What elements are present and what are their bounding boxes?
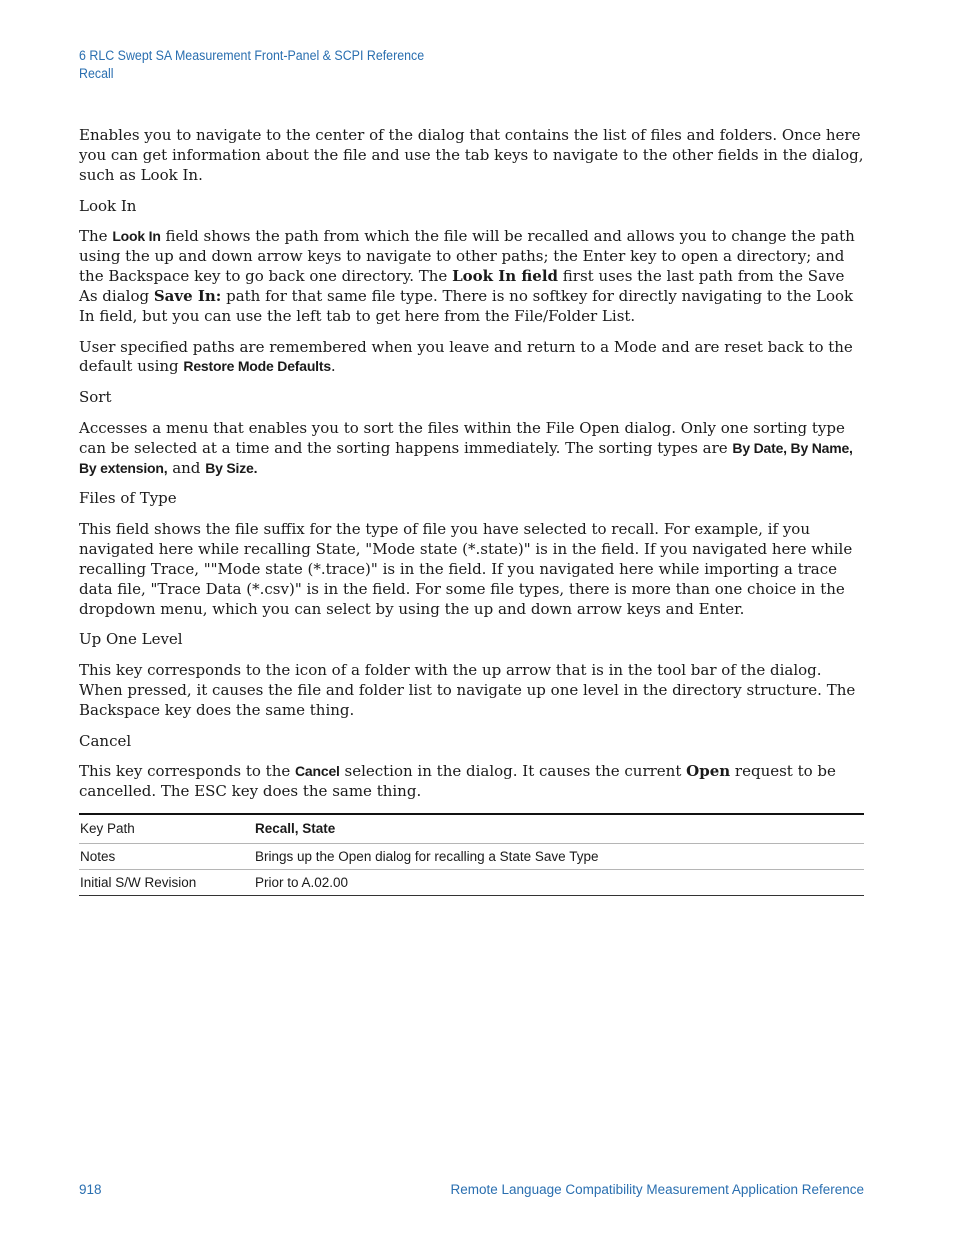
table-key: Key Path <box>79 814 254 844</box>
save-in-term: Save In: <box>153 286 222 305</box>
restore-mode-defaults-term: Restore Mode Defaults <box>183 358 331 375</box>
page-footer <box>79 1182 864 1197</box>
files-of-type-label: Files of Type <box>79 489 177 508</box>
page-body <box>79 126 864 896</box>
files-of-type-paragraph: This field shows the file suffix for the type of file you have selected to recall. For example, if you navigated here while recalling State, "Mode state (*.state)" is in the field. If you navigated here while recalling Trace, ""Mode state (*.trace)" is in the field. If you navigated here while importing a trace data file, "Trace Data (*.csv)" is in the field. For some file types, there is more than one choice in the dropdown menu, which you can select by using the up and down arrow keys and Enter. <box>79 520 853 618</box>
sort-paragraph: Accesses a menu that enables you to sort the files within the File Open dialog. Only one sorting type can be selected at a time and the sorting happens immediately. The sorting types are By Date, By Name, By extension, and By Size. <box>79 418 853 477</box>
table-value: Brings up the Open dialog for recalling a State Save Type <box>254 843 864 869</box>
table-value: Prior to A.02.00 <box>254 869 864 895</box>
running-header <box>79 47 424 83</box>
cancel-label: Cancel <box>79 731 132 750</box>
table-row <box>79 869 864 895</box>
footer-title: Remote Language Compatibility Measurement Application Reference <box>450 1182 864 1197</box>
up-one-level-label: Up One Level <box>79 630 183 649</box>
cancel-term: Cancel <box>295 763 340 780</box>
key-path-table <box>79 813 864 896</box>
table-value: Recall, State <box>254 814 864 844</box>
sort-label: Sort <box>79 388 112 407</box>
user-paths-paragraph: User specified paths are remembered when you leave and return to a Mode and are reset back to the default using Restore Mode Defaults. <box>79 337 853 376</box>
table-key: Notes <box>79 843 254 869</box>
open-term: Open <box>686 762 731 781</box>
page-number: 918 <box>79 1182 102 1197</box>
table-row <box>79 814 864 844</box>
look-in-field-term: Look In field <box>452 267 559 286</box>
look-in-label: Look In <box>79 196 137 215</box>
table-key: Initial S/W Revision <box>79 869 254 895</box>
by-size-term: By Size. <box>205 459 258 476</box>
intro-paragraph: Enables you to navigate to the center of the dialog that contains the list of files and folders. Once here you can get information about the file and use the tab keys to navigate to the other fields in the dialog, such as Look In. <box>79 126 864 184</box>
cancel-paragraph: This key corresponds to the Cancel selection in the dialog. It causes the current Open request to be cancelled. The ESC key does the same thing. <box>79 762 836 801</box>
up-one-level-paragraph: This key corresponds to the icon of a folder with the up arrow that is in the tool bar of the dialog. When pressed, it causes the file and folder list to navigate up one level in the directory structure. The Backspace key does the same thing. <box>79 661 856 719</box>
header-section: Recall <box>79 66 114 81</box>
look-in-term: Look In <box>112 228 161 245</box>
table-row <box>79 843 864 869</box>
sort-types-term: By Date, By Name, By extension, <box>79 439 853 476</box>
header-chapter: 6 RLC Swept SA Measurement Front-Panel & SCPI Reference <box>79 48 425 63</box>
look-in-paragraph: The Look In field shows the path from which the file will be recalled and allows you to change the path using the up and down arrow keys to navigate to other paths; the Enter key to open a directory; and the Backspace key to go back one directory. The Look In field first uses the last path from the Save As dialog Save In: path for that same file type. There is no softkey for directly navigating to the Look In field, but you can use the left tab to get here from the File/Folder List. <box>79 227 855 325</box>
